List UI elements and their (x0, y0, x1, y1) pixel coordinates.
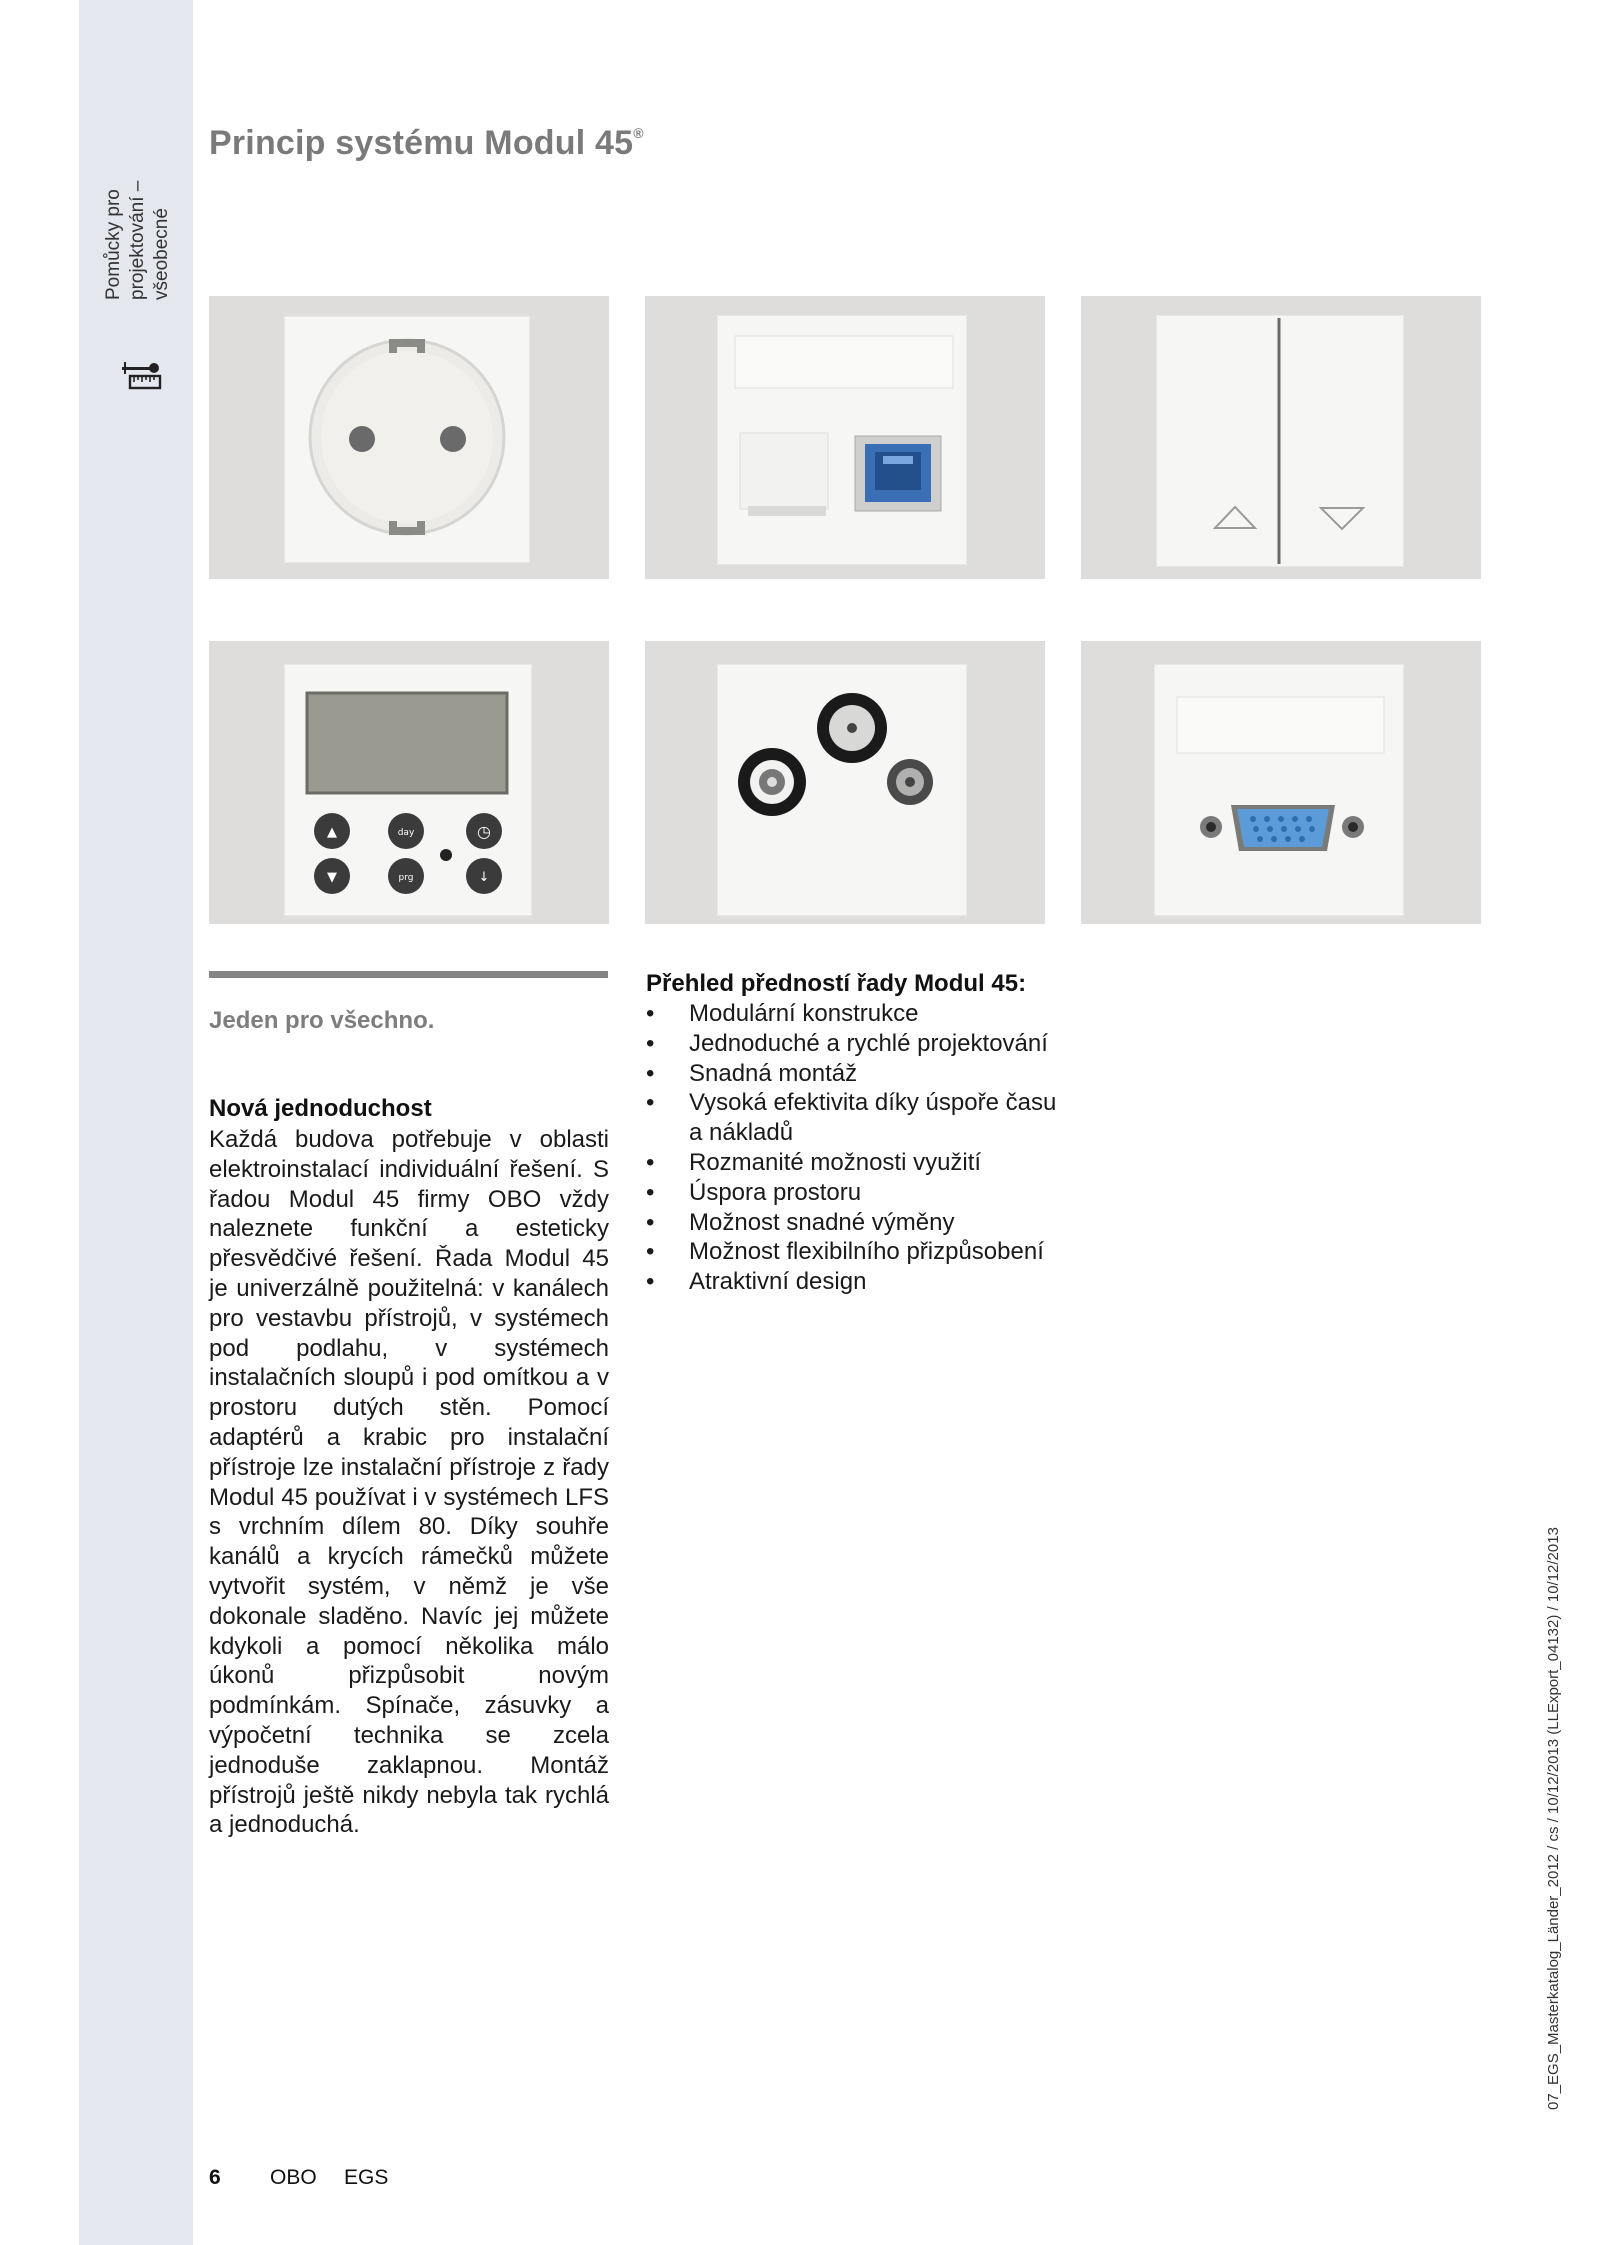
timer-button-clock: ◷ (477, 822, 491, 841)
footer-brand: OBO (270, 2166, 317, 2189)
section-label: Pomůcky pro projektování – všeobecné (103, 180, 172, 300)
image-blind-switch (1081, 296, 1481, 579)
timer-button-day: day (397, 828, 415, 838)
image-schuko-socket (209, 296, 609, 579)
image-data-outlet (645, 296, 1045, 579)
advantages-list (646, 999, 1076, 1297)
list-item: • Jednoduché a rychlé projektování (646, 1029, 1076, 1059)
timer-button-down: ▼ (327, 870, 337, 885)
image-timer-module (209, 641, 609, 924)
list-item: • Vysoká efektivita díky úspoře času a nákladů (646, 1088, 1076, 1148)
timer-button-up: ▲ (327, 825, 337, 840)
section-heading: Nová jednoduchost (209, 1095, 432, 1122)
advantages-heading: Přehled předností řady Modul 45: (646, 970, 1027, 997)
sidebar (79, 0, 193, 2245)
list-item: • Možnost snadné výměny (646, 1208, 1076, 1238)
section-rule (209, 971, 608, 978)
page-title: Princip systému Modul 45® (209, 124, 644, 162)
subtitle: Jeden pro všechno. (209, 1007, 435, 1034)
image-vga-outlet (1081, 641, 1481, 924)
image-antenna-socket (645, 641, 1045, 924)
page-number: 6 (209, 2166, 221, 2189)
list-item: • Modulární konstrukce (646, 999, 1076, 1029)
timer-button-step: ↓ (478, 870, 490, 885)
tools-ruler-icon (120, 358, 162, 392)
list-item: • Úspora prostoru (646, 1178, 1076, 1208)
list-item: • Možnost flexibilního přizpůsobení (646, 1237, 1076, 1267)
footer-section: EGS (344, 2166, 389, 2189)
document-code: 07_EGS_Masterkatalog_Länder_2012 / cs / 10/12/2013 (LLExport_04132) / 10/12/2013 (1545, 1527, 1562, 2110)
body-paragraph: Každá budova potřebuje v oblasti elektroinstalací individuální řešení. S řadou Modul 45 firmy OBO vždy naleznete funkční a esteticky přesvědčivé řešení. Řada Modul 45 je univerzálně použitelná: v kanálech pro vestavbu přístrojů, v systémech pod podlahu, v systémech instalačních sloupů i pod omítkou a v prostoru dutých stěn. Pomocí adaptérů a krabic pro instalační přístroje lze instalační přístroje z řady Modul 45 používat i v systémech LFS s vrchním dílem 80. Díky souhře kanálů a krycích rámečků můžete vytvořit systém, v němž je vše dokonale sladěno. Navíc jej můžete kdykoli a pomocí několika málo úkonů přizpůsobit novým podmínkám. Spínače, zásuvky a výpočetní technika se zcela jednoduše zaklapnou. Montáž přístrojů ještě nikdy nebyla tak rychlá a jednoduchá. (209, 1126, 609, 1839)
list-item: • Rozmanité možnosti využití (646, 1148, 1076, 1178)
list-item: • Snadná montáž (646, 1059, 1076, 1089)
list-item: • Atraktivní design (646, 1267, 1076, 1297)
timer-button-prg: prg (398, 873, 414, 883)
